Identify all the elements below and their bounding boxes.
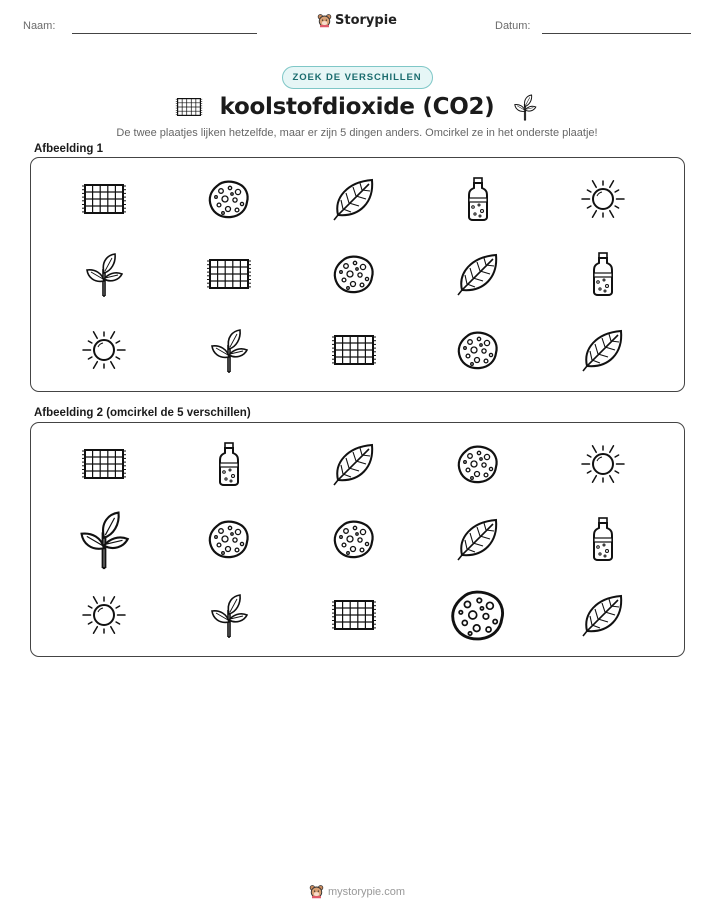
picture1-rock-icon[interactable] (329, 249, 379, 299)
picture2-leaf-icon[interactable] (453, 514, 503, 564)
activity-badge: ZOEK DE VERSCHILLEN (282, 66, 433, 89)
picture2-rock-icon[interactable] (204, 514, 254, 564)
picture1-sun-icon[interactable] (79, 325, 129, 375)
picture1-rock-icon[interactable] (204, 174, 254, 224)
picture2-grid-icon[interactable] (79, 439, 129, 489)
picture1-grid-icon[interactable] (79, 174, 129, 224)
picture1-sun-icon[interactable] (578, 174, 628, 224)
instructions: De twee plaatjes lijken hetzelfde, maar er zijn 5 dingen anders. Omcirkel ze in het onderste plaatje! (116, 127, 598, 139)
footer-url: mystorypie.com (327, 885, 406, 898)
name-line (72, 33, 257, 34)
picture2-bottle-icon[interactable] (578, 514, 628, 564)
picture2-leaf-icon[interactable] (329, 439, 379, 489)
picture2-rock-icon[interactable] (453, 439, 503, 489)
picture1-grid-icon[interactable] (329, 325, 379, 375)
picture2-bottle-icon[interactable] (204, 439, 254, 489)
picture2-rock-icon[interactable] (445, 582, 511, 648)
picture1-panel (30, 157, 685, 392)
name-label: Naam: (23, 20, 56, 32)
picture1-grid-icon[interactable] (204, 249, 254, 299)
picture2-label: Afbeelding 2 (omcirkel de 5 verschillen) (34, 407, 251, 419)
date-line (542, 33, 691, 34)
bear-mascot-icon (309, 884, 324, 899)
picture1-plant-icon[interactable] (204, 325, 254, 375)
picture2-leaf-icon[interactable] (578, 590, 628, 640)
date-label: Datum: (495, 20, 531, 32)
picture2-panel (30, 422, 685, 657)
brand-name: Storypie (335, 13, 397, 28)
bear-mascot-icon (317, 13, 332, 28)
grid-icon (174, 92, 204, 122)
picture2-sun-icon[interactable] (79, 590, 129, 640)
picture2-rock-icon[interactable] (329, 514, 379, 564)
title-row (0, 92, 714, 122)
picture1-bottle-icon[interactable] (453, 174, 503, 224)
picture2-plant-icon[interactable] (204, 590, 254, 640)
picture2-plant-icon[interactable] (71, 506, 137, 572)
picture1-plant-icon[interactable] (79, 249, 129, 299)
plant-icon (510, 92, 540, 122)
brand-logo (0, 13, 714, 33)
picture1-rock-icon[interactable] (453, 325, 503, 375)
picture2-sun-icon[interactable] (578, 439, 628, 489)
picture1-leaf-icon[interactable] (578, 325, 628, 375)
picture1-bottle-icon[interactable] (578, 249, 628, 299)
picture1-leaf-icon[interactable] (453, 249, 503, 299)
picture1-leaf-icon[interactable] (329, 174, 379, 224)
footer (0, 884, 714, 904)
picture1-label: Afbeelding 1 (34, 143, 104, 155)
page-title: koolstofdioxide (CO2) (219, 94, 495, 120)
picture2-grid-icon[interactable] (329, 590, 379, 640)
